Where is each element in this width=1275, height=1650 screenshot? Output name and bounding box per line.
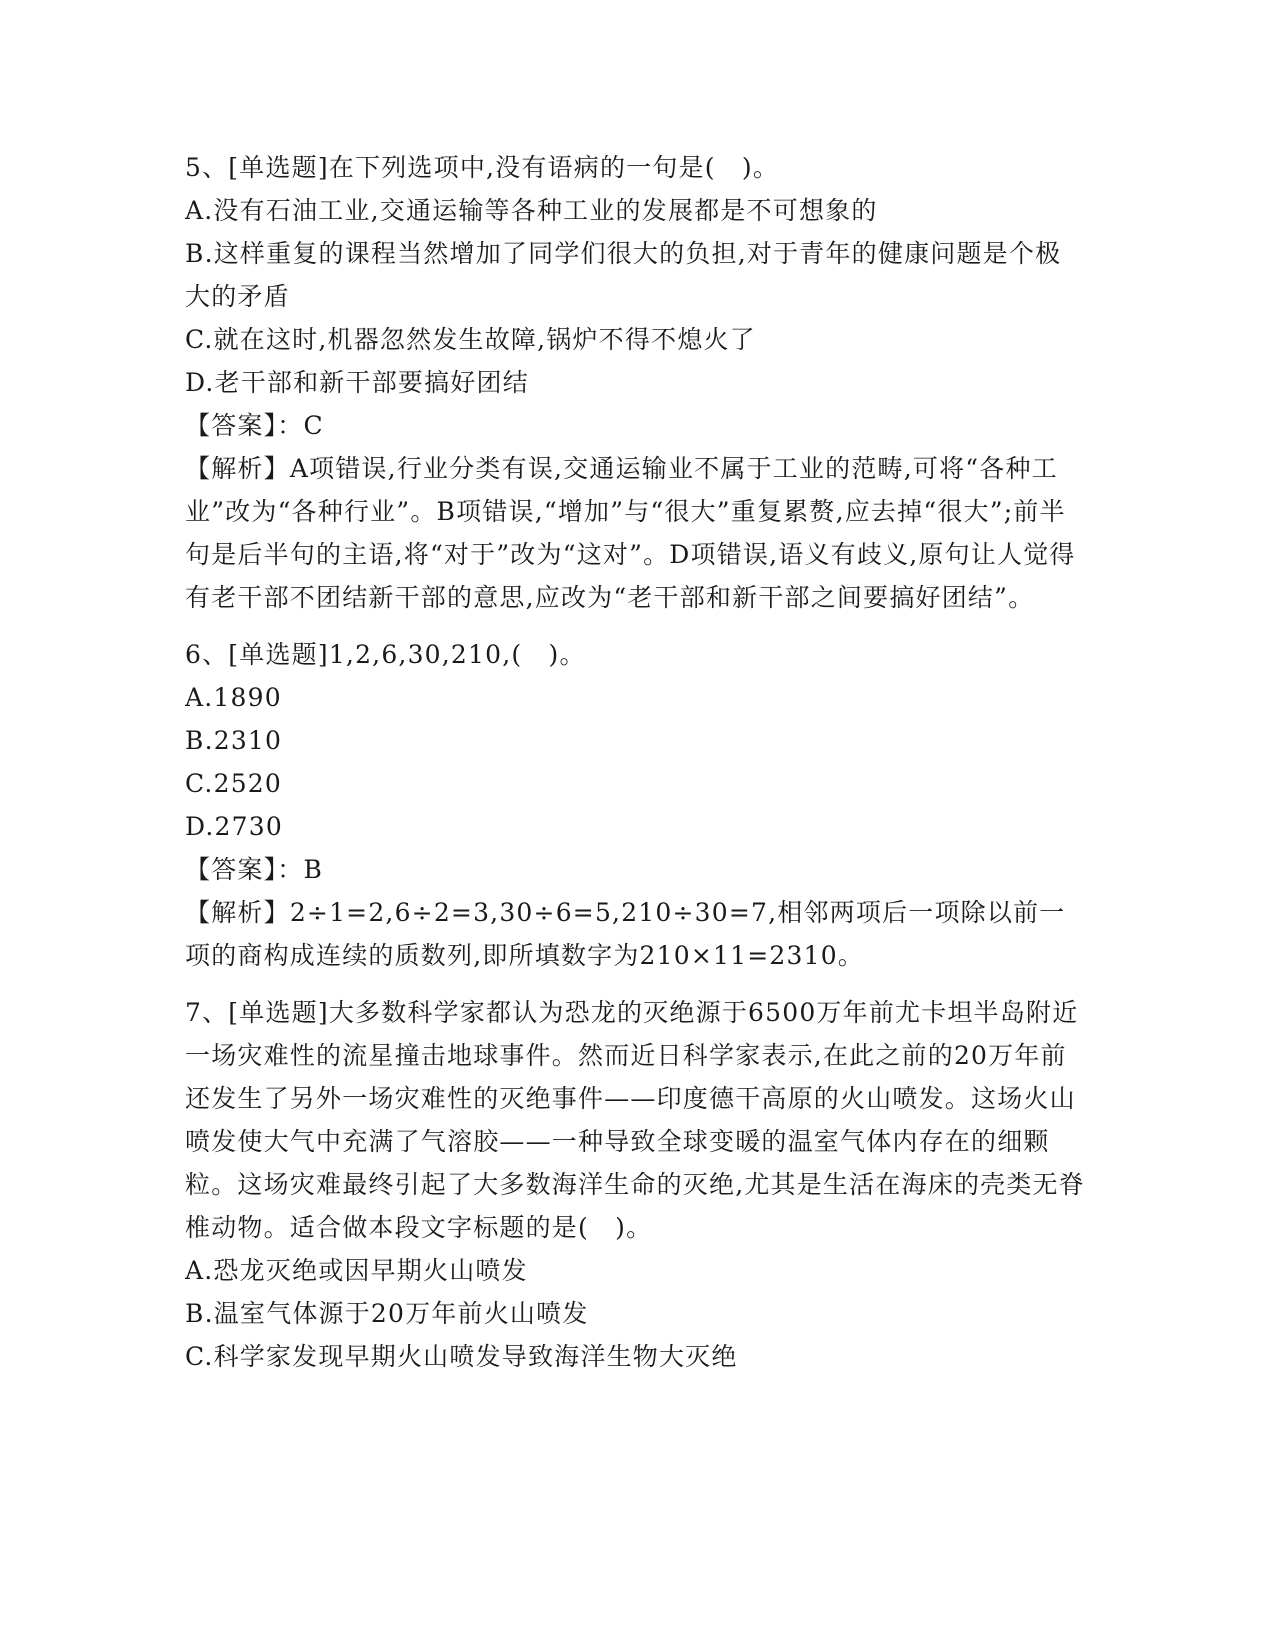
answer-line [185, 848, 1085, 891]
question-6 [185, 633, 1085, 977]
option-c: C.就在这时,机器忽然发生故障,锅炉不得不熄火了 [185, 325, 756, 354]
analysis-paragraph [185, 891, 1085, 977]
analysis-text: 2÷1=2,6÷2=3,30÷6=5,210÷30=7,相邻两项后一项除以前一项的商构成连续的质数列,即所填数字为210×11=2310。 [185, 898, 1066, 970]
analysis-paragraph [185, 447, 1085, 619]
answer-value: B [303, 855, 324, 884]
answer-value: C [303, 411, 324, 440]
option-c: C.科学家发现早期火山喷发导致海洋生物大灭绝 [185, 1342, 738, 1371]
option-c: C.2520 [185, 769, 283, 798]
document-content [185, 146, 1085, 1392]
answer-label: 【答案】： [185, 411, 304, 440]
analysis-label: 【解析】 [185, 898, 290, 927]
option-a: A.1890 [185, 683, 282, 712]
analysis-label: 【解析】 [185, 454, 290, 483]
question-7 [185, 991, 1085, 1378]
answer-label: 【答案】： [185, 855, 304, 884]
question-stem: 6、[单选题]1,2,6,30,210,( )。 [185, 640, 586, 669]
option-d: D.2730 [185, 812, 283, 841]
question-stem: 5、[单选题]在下列选项中,没有语病的一句是( )。 [185, 153, 780, 182]
option-b: B.2310 [185, 726, 283, 755]
option-a: A.没有石油工业,交通运输等各种工业的发展都是不可想象的 [185, 196, 878, 225]
question-stem: 7、[单选题]大多数科学家都认为恐龙的灭绝源于6500万年前尤卡坦半岛附近一场灾难性的流星撞击地球事件。然而近日科学家表示,在此之前的20万年前还发生了另外一场灾难性的灭绝事件——印度德干高原的火山喷发。这场火山喷发使大气中充满了气溶胶——一种导致全球变暖的温室气体内存在的细颗粒。这场灾难最终引起了大多数海洋生命的灭绝,尤其是生活在海床的壳类无脊椎动物。适合做本段文字标题的是( )。 [185, 998, 1085, 1242]
option-d: D.老干部和新干部要搞好团结 [185, 368, 529, 397]
analysis-text: A项错误,行业分类有误,交通运输业不属于工业的范畴,可将“各种工业”改为“各种行业”。B项错误,“增加”与“很大”重复累赘,应去掉“很大”;前半句是后半句的主语,将“对于”改为“这对”。D项错误,语义有歧义,原句让人觉得有老干部不团结新干部的意思,应改为“老干部和新干部之间要搞好团结”。 [185, 454, 1076, 612]
question-5 [185, 146, 1085, 619]
option-a: A.恐龙灭绝或因早期火山喷发 [185, 1256, 528, 1285]
answer-line [185, 404, 1085, 447]
option-b: B.这样重复的课程当然增加了同学们很大的负担,对于青年的健康问题是个极大的矛盾 [185, 239, 1062, 311]
option-b: B.温室气体源于20万年前火山喷发 [185, 1299, 589, 1328]
